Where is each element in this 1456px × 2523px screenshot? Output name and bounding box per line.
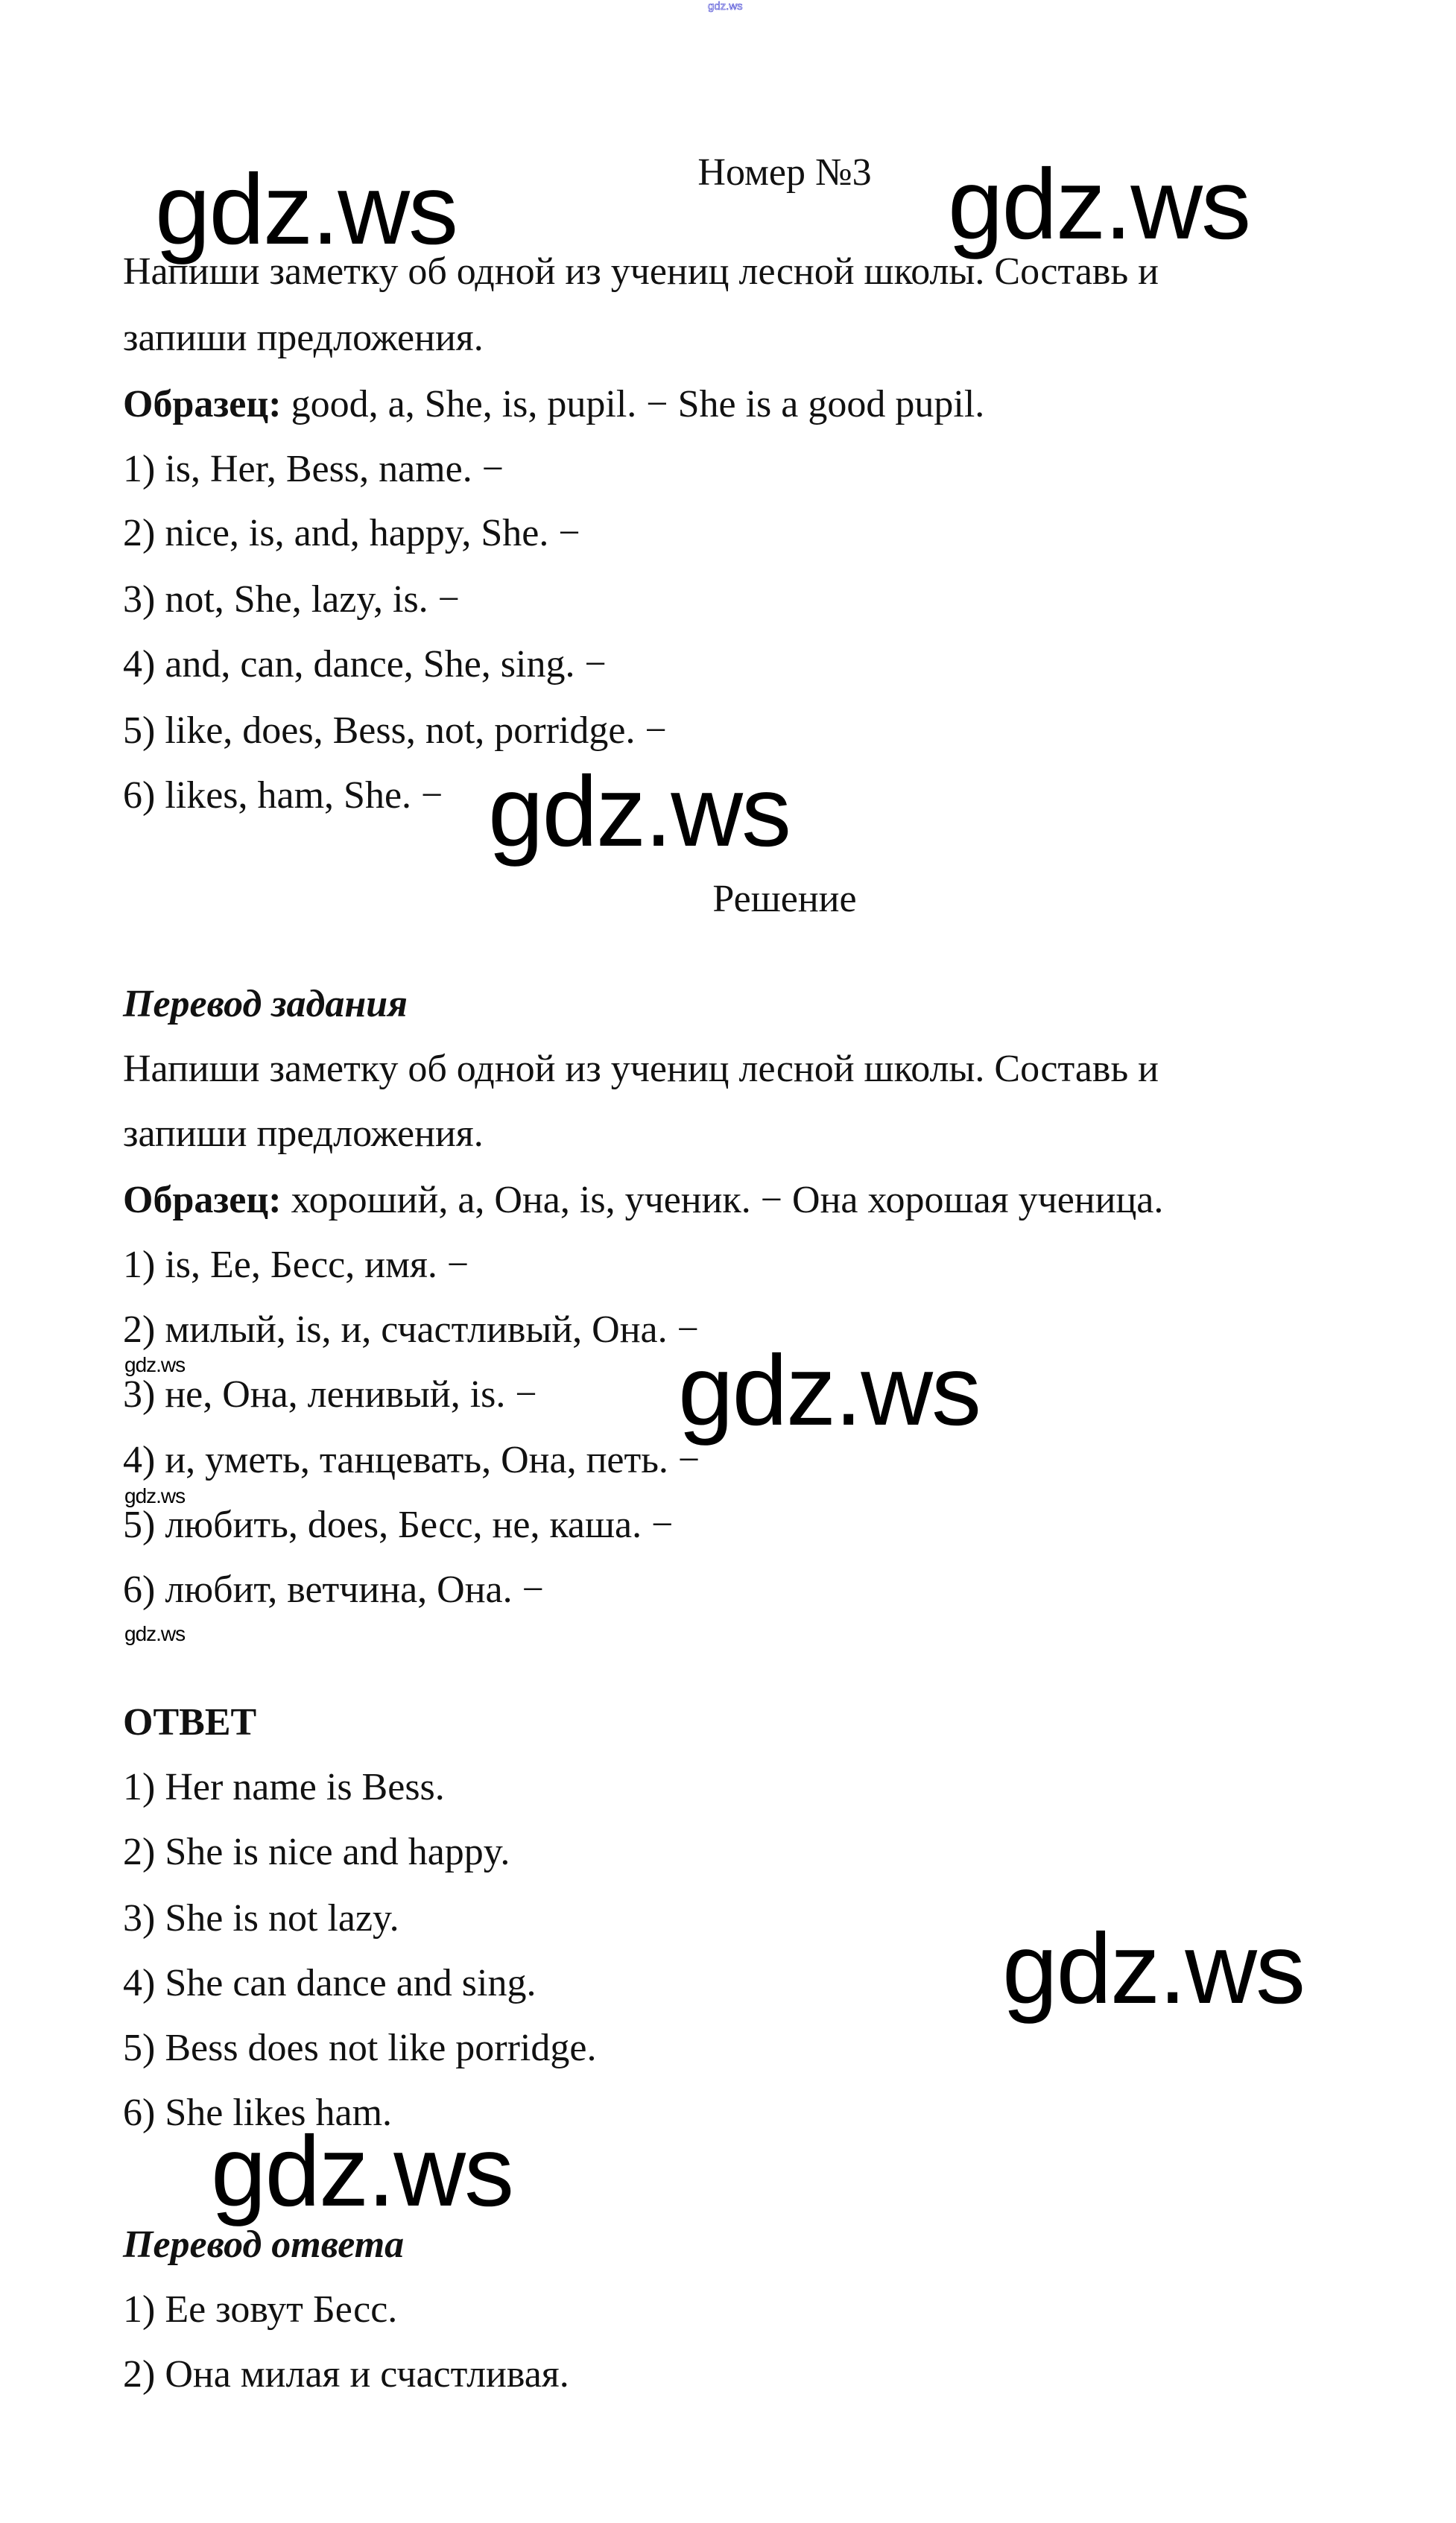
answer-item: 5) Bess does not like porridge. <box>123 2027 597 2069</box>
answer-heading: ОТВЕТ <box>123 1701 257 1744</box>
example-label: Образец: <box>123 1179 282 1221</box>
task-item: 3) not, She, lazy, is. − <box>123 578 460 621</box>
task-text: запиши предложения. <box>123 317 484 359</box>
translation-item: 2) милый, is, и, счастливый, Она. − <box>123 1308 699 1351</box>
example-text: хороший, a, Она, is, ученик. − Она хорошая ученица. <box>281 1179 1164 1221</box>
task-item: 4) and, can, dance, She, sing. − <box>123 643 607 686</box>
answer-translation-heading: Перевод ответа <box>123 2223 405 2266</box>
answer-translation-item: 2) Она милая и счастливая. <box>123 2353 569 2396</box>
small-watermark: gdz.ws <box>124 1353 186 1376</box>
top-watermark: gdz.ws <box>708 0 743 13</box>
translation-item: 6) любит, ветчина, Она. − <box>123 1568 544 1611</box>
answer-item: 2) She is nice and happy. <box>123 1831 510 1873</box>
translation-item: 1) is, Ее, Бесс, имя. − <box>123 1244 469 1286</box>
task-item: 2) nice, is, and, happy, She. − <box>123 512 580 554</box>
translation-item: 4) и, уметь, танцевать, Она, петь. − <box>123 1439 700 1481</box>
watermark: gdz.ws <box>1002 1913 1305 2025</box>
answer-item: 6) She likes ham. <box>123 2092 393 2134</box>
example-label: Образец: <box>123 383 282 425</box>
task-example <box>123 382 984 427</box>
translation-example <box>123 1178 1163 1223</box>
watermark: gdz.ws <box>948 149 1250 260</box>
watermark: gdz.ws <box>488 756 791 867</box>
example-text: good, a, She, is, pupil. − She is a good pupil. <box>281 383 985 425</box>
watermark: gdz.ws <box>155 154 458 265</box>
translation-item: 5) любить, does, Бесс, не, каша. − <box>123 1504 674 1546</box>
answer-translation-item: 1) Ее зовут Бесс. <box>123 2288 398 2331</box>
answer-item: 4) She can dance and sing. <box>123 1962 536 2004</box>
small-watermark: gdz.ws <box>124 1622 186 1645</box>
task-item: 6) likes, ham, She. − <box>123 774 443 817</box>
watermark: gdz.ws <box>678 1335 981 1446</box>
answer-item: 1) Her name is Bess. <box>123 1766 445 1808</box>
translation-text: запиши предложения. <box>123 1112 484 1155</box>
translation-text: Напиши заметку об одной из учениц лесной школы. Составь и <box>123 1048 1159 1090</box>
small-watermark: gdz.ws <box>124 1484 186 1507</box>
watermark: gdz.ws <box>211 2116 513 2227</box>
answer-item: 3) She is not lazy. <box>123 1897 399 1940</box>
solution-heading: Решение <box>712 878 857 920</box>
translation-item: 3) не, Она, ленивый, is. − <box>123 1373 537 1416</box>
task-item: 5) like, does, Bess, not, porridge. − <box>123 709 667 752</box>
task-item: 1) is, Her, Bess, name. − <box>123 448 504 490</box>
task-text: Напиши заметку об одной из учениц лесной школы. Составь и <box>123 250 1159 293</box>
page-title: Номер №3 <box>697 151 872 194</box>
translation-heading: Перевод задания <box>123 983 408 1025</box>
